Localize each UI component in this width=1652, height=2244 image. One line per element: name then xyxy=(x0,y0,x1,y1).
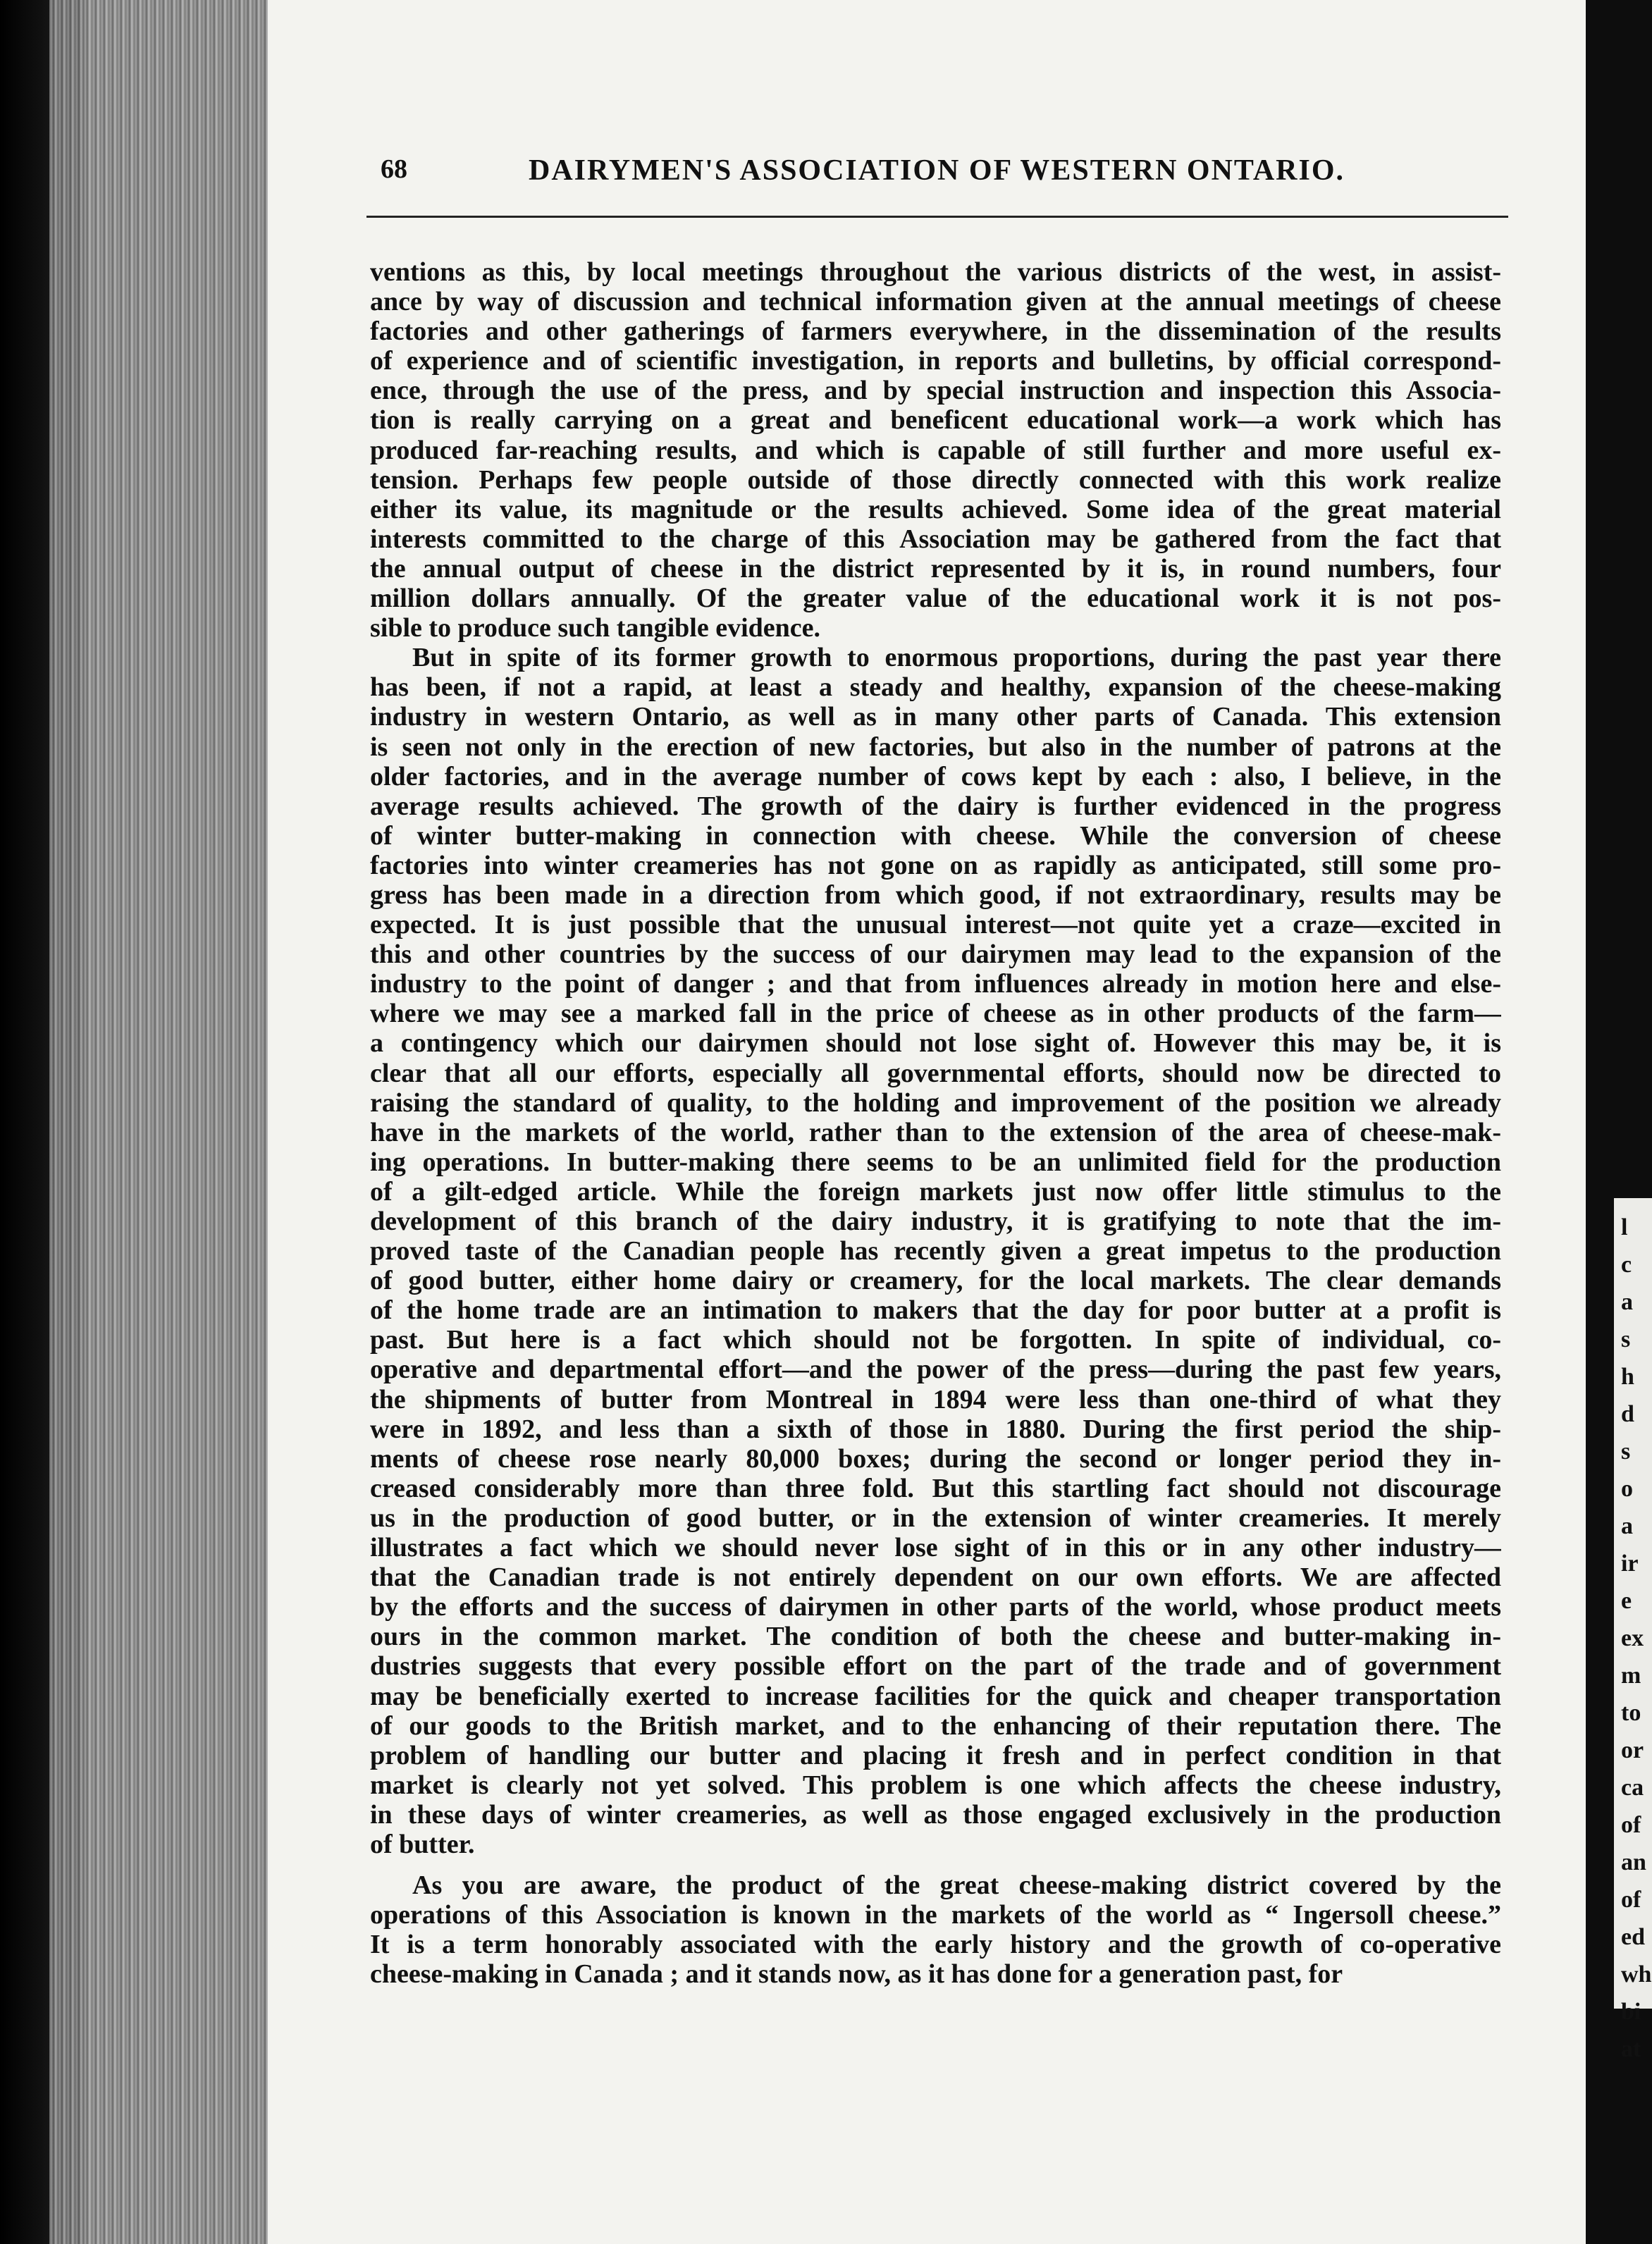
text-line: the shipments of butter from Montreal in 1894 were less than one-third of what they xyxy=(370,1384,1501,1414)
facing-page-fragment: to xyxy=(1621,1700,1641,1726)
text-line: But in spite of its former growth to enormous proportions, during the past year there xyxy=(412,643,1501,673)
facing-page-fragment: ex xyxy=(1621,1625,1644,1651)
text-line: ours in the common market. The condition of both the cheese and butter-making in- xyxy=(370,1622,1501,1652)
text-line: the annual output of cheese in the district represented by it is, in round numbers, four xyxy=(370,553,1501,584)
text-line: has been, if not a rapid, at least a steady and healthy, expansion of the cheese-making xyxy=(370,672,1501,703)
text-line: older factories, and in the average number of cows kept by each : also, I believe, in the xyxy=(370,761,1501,791)
text-line: have in the markets of the world, rather than to the extension of the area of cheese-mak- xyxy=(370,1117,1501,1147)
facing-page-fragment: d xyxy=(1621,1401,1634,1427)
text-line: ventions as this, by local meetings throughout the various districts of the west, in assist- xyxy=(370,257,1501,287)
text-line: either its value, its magnitude or the results achieved. Some idea of the great material xyxy=(370,494,1501,524)
paragraph xyxy=(370,643,1501,1859)
text-line: that the Canadian trade is not entirely dependent on our own efforts. We are affected xyxy=(370,1562,1501,1593)
facing-page-fragment: c xyxy=(1621,1252,1632,1278)
text-line: ence, through the use of the press, and by special instruction and inspection this Associa- xyxy=(370,376,1501,406)
text-line: ing operations. In butter-making there seems to be an unlimited field for the production xyxy=(370,1147,1501,1177)
text-line: average results achieved. The growth of the dairy is further evidenced in the progress xyxy=(370,791,1501,821)
text-line: of winter butter-making in connection with cheese. While the conversion of cheese xyxy=(370,820,1501,851)
facing-page-fragment: or xyxy=(1621,1737,1644,1763)
text-line: operative and departmental effort—and the power of the press—during the past few years, xyxy=(370,1355,1501,1385)
facing-page-fragment: a xyxy=(1621,1289,1633,1315)
facing-page-fragment: an xyxy=(1621,1849,1646,1875)
text-line: in these days of winter creameries, as well as those engaged exclusively in the production xyxy=(370,1799,1501,1830)
text-line: raising the standard of quality, to the holding and improvement of the position we already xyxy=(370,1087,1501,1118)
running-head: DAIRYMEN'S ASSOCIATION OF WESTERN ONTARIO. xyxy=(529,154,1345,187)
facing-page-fragments xyxy=(1621,1209,1652,2068)
text-line: of butter. xyxy=(370,1829,475,1859)
facing-page-fragment: of xyxy=(1621,1887,1641,1913)
text-line: produced far-reaching results, and which is capable of still further and more useful ex- xyxy=(370,435,1501,465)
facing-page-fragment: wh xyxy=(1621,1961,1652,1987)
text-line: ance by way of discussion and technical information given at the annual meetings of cheese xyxy=(370,287,1501,317)
text-line: problem of handling our butter and placing it fresh and in perfect condition in that xyxy=(370,1740,1501,1770)
facing-page-fragment: ir xyxy=(1621,1551,1639,1577)
text-line: interests committed to the charge of this Association may be gathered from the fact that xyxy=(370,524,1501,554)
text-line: illustrates a fact which we should never lose sight of in this or in any other industry— xyxy=(370,1533,1501,1563)
book-page-edges xyxy=(49,0,268,2244)
facing-page-fragment: o xyxy=(1621,1476,1633,1502)
text-line: expected. It is just possible that the unusual interest—not quite yet a craze—excited in xyxy=(370,910,1501,940)
text-line: were in 1892, and less than a sixth of those in 1880. During the first period the ship- xyxy=(370,1414,1501,1444)
text-line: It is a term honorably associated with the early history and the growth of co-operative xyxy=(370,1930,1501,1960)
text-line: past. But here is a fact which should not be forgotten. In spite of individual, co- xyxy=(370,1325,1501,1355)
text-line: creased considerably more than three fold. But this startling fact should not discourage xyxy=(370,1473,1501,1503)
text-line: of experience and of scientific investigation, in reports and bulletins, by official correspond- xyxy=(370,346,1501,376)
text-line: of the home trade are an intimation to makers that the day for poor butter at a profit is xyxy=(370,1295,1501,1326)
text-line: As you are aware, the product of the great cheese-making district covered by the xyxy=(412,1870,1501,1901)
text-line: market is clearly not yet solved. This problem is one which affects the cheese industry, xyxy=(370,1770,1501,1800)
facing-page-fragment: m xyxy=(1621,1663,1641,1689)
facing-page-fragment: ca xyxy=(1621,1775,1644,1801)
text-line: million dollars annually. Of the greater value of the educational work it is not pos- xyxy=(370,584,1501,614)
text-line: dustries suggests that every possible effort on the part of the trade and of government xyxy=(370,1651,1501,1682)
text-line: industry in western Ontario, as well as in many other parts of Canada. This extension xyxy=(370,702,1501,732)
text-line: operations of this Association is known in the markets of the world as “ Ingersoll cheese.” xyxy=(370,1900,1501,1930)
facing-page-fragment: at xyxy=(1621,2036,1641,2062)
facing-page-fragment: e xyxy=(1621,1588,1632,1614)
facing-page-fragment: ed xyxy=(1621,1924,1645,1950)
page-number: 68 xyxy=(381,154,407,184)
text-line: factories and other gatherings of farmers everywhere, in the dissemination of the results xyxy=(370,316,1501,347)
text-line: factories into winter creameries has not gone on as rapidly as anticipated, still some pro- xyxy=(370,850,1501,880)
text-line: may be beneficially exerted to increase facilities for the quick and cheaper transportation xyxy=(370,1681,1501,1711)
facing-page-fragment: bi xyxy=(1621,1999,1641,2025)
text-line: proved taste of the Canadian people has recently given a great impetus to the production xyxy=(370,1236,1501,1266)
facing-page-fragment: h xyxy=(1621,1364,1634,1390)
text-line: cheese-making in Canada ; and it stands now, as it has done for a generation past, for xyxy=(370,1959,1343,1990)
facing-page-fragment: s xyxy=(1621,1438,1631,1465)
text-line: us in the production of good butter, or in the extension of winter creameries. It merely xyxy=(370,1503,1501,1533)
text-line: sible to produce such tangible evidence. xyxy=(370,613,820,643)
text-line: development of this branch of the dairy industry, it is gratifying to note that the im- xyxy=(370,1207,1501,1236)
text-line: of a gilt-edged article. While the foreign markets just now offer little stimulus to the xyxy=(370,1176,1501,1207)
text-line: ments of cheese rose nearly 80,000 boxes; during the second or longer period they in- xyxy=(370,1443,1501,1474)
text-line: industry to the point of danger ; and that from influences already in motion here and else- xyxy=(370,969,1501,999)
body-text xyxy=(370,257,1501,1989)
text-line: a contingency which our dairymen should not lose sight of. However this may be, it is xyxy=(370,1028,1501,1059)
facing-page-fragment: l xyxy=(1621,1214,1628,1240)
text-line: where we may see a marked fall in the price of cheese as in other products of the farm— xyxy=(370,999,1501,1029)
text-line: tion is really carrying on a great and beneficent educational work—a work which has xyxy=(370,405,1501,436)
text-line: is seen not only in the erection of new factories, but also in the number of patrons at the xyxy=(370,732,1501,762)
text-line: by the efforts and the success of dairymen in other parts of the world, whose product meets xyxy=(370,1592,1501,1622)
paragraph xyxy=(370,257,1501,643)
facing-page-fragment: a xyxy=(1621,1513,1633,1539)
header-rule xyxy=(366,216,1508,218)
text-line: of good butter, either home dairy or creamery, for the local markets. The clear demands xyxy=(370,1266,1501,1296)
text-line: tension. Perhaps few people outside of those directly connected with this work realize xyxy=(370,464,1501,495)
page-header xyxy=(381,154,1480,196)
text-line: clear that all our efforts, especially all governmental efforts, should now be directed to xyxy=(370,1058,1501,1088)
text-line: of our goods to the British market, and to the enhancing of their reputation there. The xyxy=(370,1710,1501,1741)
paragraph xyxy=(370,1870,1501,1989)
facing-page-fragment: of xyxy=(1621,1812,1641,1838)
facing-page-fragment: s xyxy=(1621,1326,1631,1352)
text-line: gress has been made in a direction from which good, if not extraordinary, results may be xyxy=(370,880,1501,910)
paragraph-gap xyxy=(370,1859,1501,1870)
text-line: this and other countries by the success of our dairymen may lead to the expansion of the xyxy=(370,939,1501,970)
